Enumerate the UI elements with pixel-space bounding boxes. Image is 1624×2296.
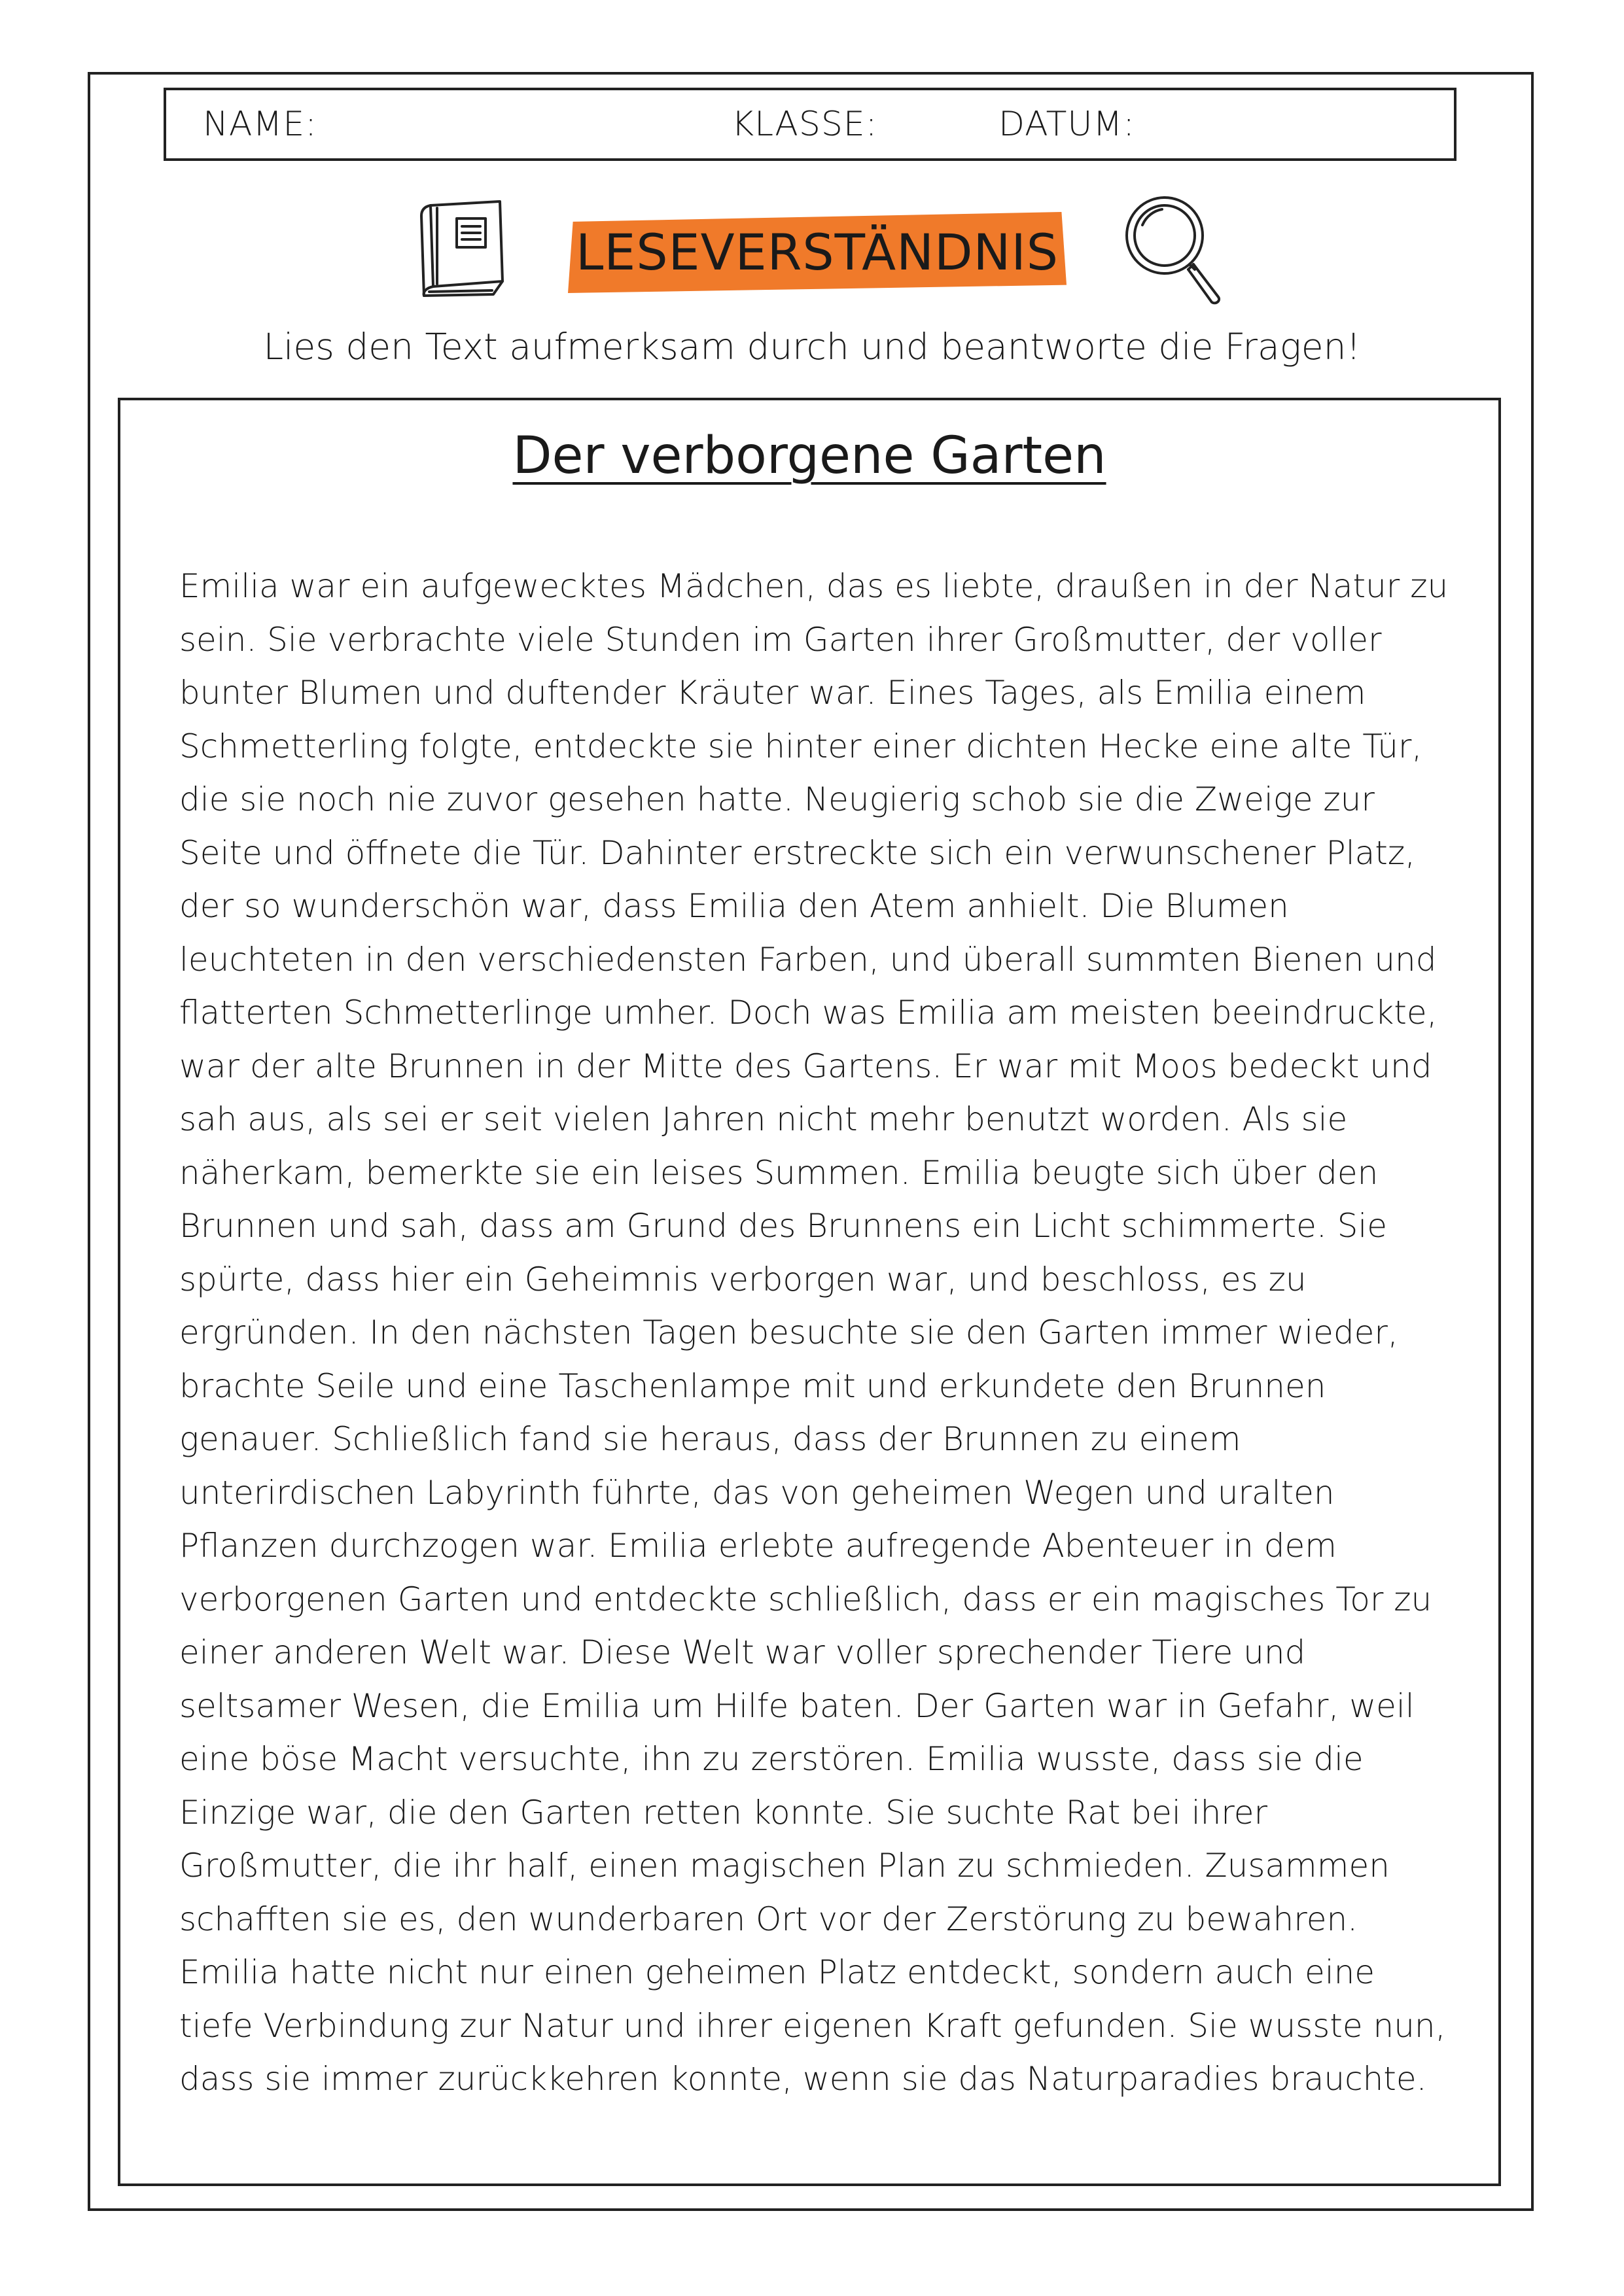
book-icon xyxy=(414,196,512,301)
reading-passage-box xyxy=(118,398,1501,2186)
instruction-text: Lies den Text aufmerksam durch und beantworte die Fragen! xyxy=(263,326,1361,368)
name-label: NAME: xyxy=(203,105,317,144)
student-info-header xyxy=(164,88,1456,161)
magnifier-icon xyxy=(1120,192,1231,310)
worksheet-title: LESEVERSTÄNDNIS xyxy=(575,223,1059,281)
title-row xyxy=(0,196,1624,314)
story-text: Emilia war ein aufgewecktes Mädchen, das es liebte, draußen in der Natur zu sein. Sie verbrachte viele Stunden im Garten ihrer Großmutter, der voller bunter Blumen und duftender Kräuter war. Eines Tages, als Emilia einem Schmetterling folgte, entdeckte sie hinter einer dichten Hecke eine alte Tür, die sie noch nie zuvor gesehen hatte. Neugierig schob sie die Zweige zur Seite und öffnete die Tür. Dahinter erstreckte sich ein verwunschener Platz, der so wunderschön war, dass Emilia den Atem anhielt. Die Blumen leuchteten in den verschiedensten Farben, und überall summten Bienen und flatterten Schmetterlinge umher. Doch was Emilia am meisten beeindruckte, war der alte Brunnen in der Mitte des Gartens. Er war mit Moos bedeckt und sah aus, als sei er seit vielen Jahren nicht mehr benutzt worden. Als sie näherkam, bemerkte sie ein leises Summen. Emilia beugte sich über den Brunnen und sah, dass am Grund des Brunnens ein Licht schimmerte. Sie spürte, dass hier ein Geheimnis verborgen war, und beschloss, es zu ergründen. In den nächsten Tagen besuchte sie den Garten immer wieder, brachte Seile und eine Taschenlampe mit und erkundete den Brunnen genauer. Schließlich fand sie heraus, dass der Brunnen zu einem unterirdischen Labyrinth führte, das von geheimen Wegen und uralten Pflanzen durchzogen war. Emilia erlebte aufregende Abenteuer in dem verborgenen Garten und entdeckte schließlich, dass er ein magisches Tor zu einer anderen Welt war. Diese Welt war voller sprechender Tiere und seltsamer Wesen, die Emilia um Hilfe baten. Der Garten war in Gefahr, weil eine böse Macht versuchte, ihn zu zerstören. Emilia wusste, dass sie die Einzige war, die den Garten retten konnte. Sie suchte Rat bei ihrer Großmutter, die ihr half, einen magischen Plan zu schmieden. Zusammen schafften sie es, den wunderbaren Ort vor der Zerstörung zu bewahren. Emilia hatte nicht nur einen geheimen Platz entdeckt, sondern auch eine tiefe Verbindung zur Natur und ihrer eigenen Kraft gefunden. Sie wusste nun, dass sie immer zurückkehren konnte, wenn sie das Naturparadies brauchte. xyxy=(179,567,1449,2098)
story-title xyxy=(120,420,1498,492)
story-title-text: Der verborgene Garten xyxy=(512,426,1106,485)
class-label: KLASSE: xyxy=(732,105,878,144)
date-label: DATUM: xyxy=(998,105,1135,144)
